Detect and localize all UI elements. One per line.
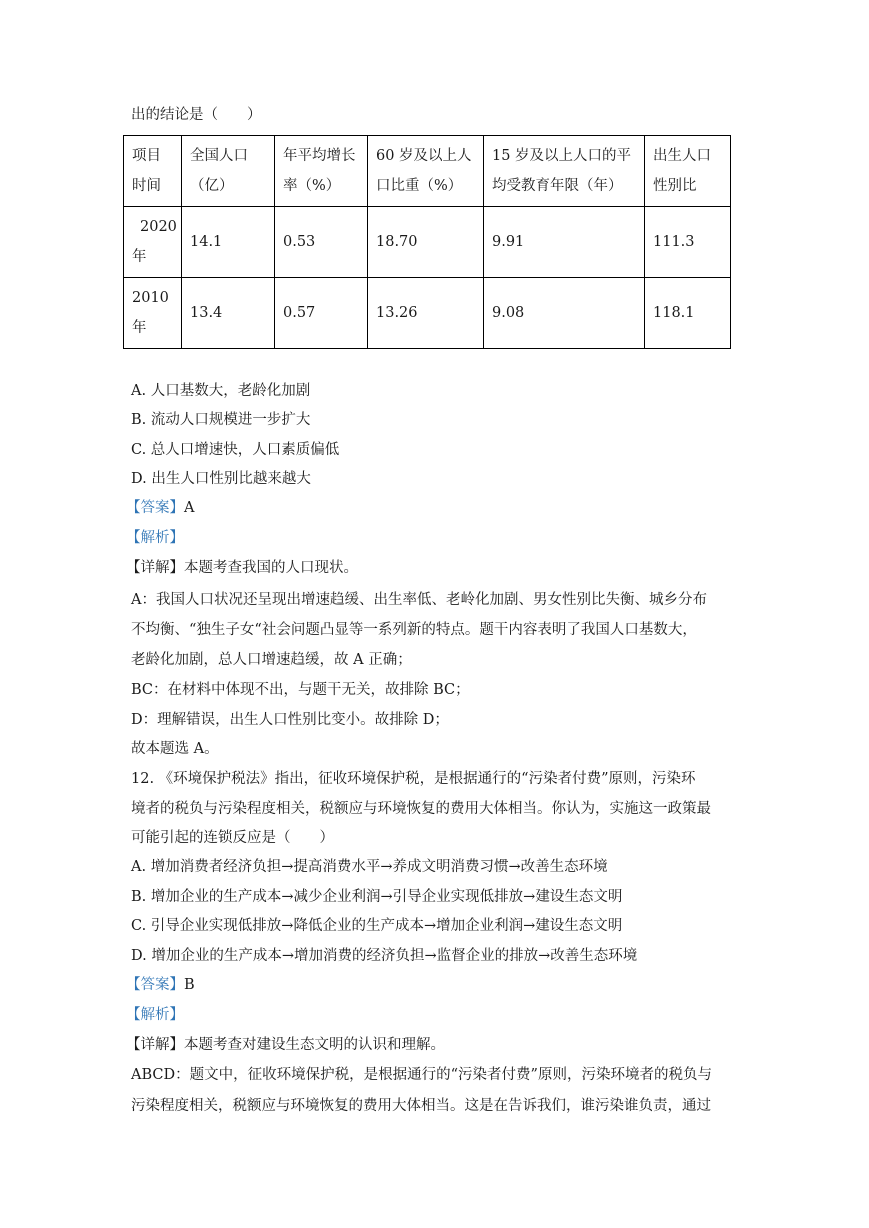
option-d: D. 出生人口性别比越来越大 (131, 471, 311, 487)
table-cell: 0.57 (275, 278, 368, 349)
table-header-cell: 出生人口 性别比 (645, 136, 731, 207)
explanation-line: D：理解错误，出生人口性别比变小。故排除 D； (131, 712, 449, 728)
question-intro: 出的结论是（ ） (131, 107, 262, 123)
detail-tag: 【详解】 (126, 1037, 184, 1053)
population-table (123, 135, 731, 349)
explanation-line: BC：在材料中体现不出，与题干无关，故排除 BC； (131, 682, 470, 698)
table-cell: 14.1 (182, 207, 275, 278)
table-cell: 9.91 (484, 207, 645, 278)
explanation-line: A：我国人口状况还呈现出增速趋缓、出生率低、老岭化加剧、男女性别比失衡、城乡分布 (131, 592, 707, 608)
answer-tag: 【答案】 (126, 977, 184, 993)
table-cell: 13.4 (182, 278, 275, 349)
table-year-cell: 2020 年 (124, 207, 182, 278)
table-row (124, 207, 731, 278)
table-header-row (124, 136, 731, 207)
answer-value: A (184, 500, 195, 516)
table-header-cell: 项目 时间 (124, 136, 182, 207)
detail-text: 本题考查我国的人口现状。 (184, 560, 358, 576)
question-stem-line: 12. 《环境保护税法》指出，征收环境保护税，是根据通行的“污染者付费”原则，污染环 (131, 771, 696, 787)
option-b: B. 流动人口规模进一步扩大 (131, 412, 311, 428)
table-header-cell: 年平均增长 率（%） (275, 136, 368, 207)
table-row (124, 278, 731, 349)
analysis-tag: 【解析】 (126, 530, 184, 546)
detail-line (126, 1035, 736, 1055)
option-a: A. 增加消费者经济负担→提高消费水平→养成文明消费习惯→改善生态环境 (131, 859, 608, 875)
explanation-line: 不均衡、“独生子女“社会问题凸显等一系列新的特点。题干内容表明了我国人口基数大， (131, 622, 697, 638)
explanation-line: 污染程度相关，税额应与环境恢复的费用大体相当。这是在告诉我们，谁污染谁负责，通过 (131, 1098, 711, 1114)
table-cell: 111.3 (645, 207, 731, 278)
table-header-cell: 60 岁及以上人 口比重（%） (368, 136, 484, 207)
detail-text: 本题考查对建设生态文明的认识和理解。 (184, 1037, 445, 1053)
explanation-line: 老龄化加剧，总人口增速趋缓，故 A 正确； (131, 652, 412, 668)
option-c: C. 引导企业实现低排放→降低企业的生产成本→增加企业利润→建设生态文明 (131, 918, 623, 934)
option-b: B. 增加企业的生产成本→减少企业利润→引导企业实现低排放→建设生态文明 (131, 889, 623, 905)
answer-tag: 【答案】 (126, 500, 184, 516)
table-header-cell: 15 岁及以上人口的平 均受教育年限（年） (484, 136, 645, 207)
table-header-cell: 全国人口 （亿） (182, 136, 275, 207)
explanation-line: 故本题选 A。 (131, 741, 219, 757)
table-cell: 118.1 (645, 278, 731, 349)
analysis-tag: 【解析】 (126, 1007, 184, 1023)
table-cell: 0.53 (275, 207, 368, 278)
option-d: D. 增加企业的生产成本→增加消费的经济负担→监督企业的排放→改善生态环境 (131, 948, 638, 964)
answer-line (126, 498, 736, 518)
answer-line (126, 975, 736, 995)
answer-value: B (184, 977, 195, 993)
table-year-cell: 2010 年 (124, 278, 182, 349)
explanation-line: ABCD：题文中，征收环境保护税，是根据通行的“污染者付费”原则，污染环境者的税负与 (131, 1067, 712, 1083)
detail-tag: 【详解】 (126, 560, 184, 576)
option-c: C. 总人口增速快，人口素质偏低 (131, 442, 340, 458)
table-cell: 9.08 (484, 278, 645, 349)
question-stem-line: 境者的税负与污染程度相关，税额应与环境恢复的费用大体相当。你认为，实施这一政策最 (131, 801, 711, 817)
detail-line (126, 558, 736, 578)
option-a: A. 人口基数大，老龄化加剧 (131, 383, 311, 399)
question-stem-line: 可能引起的连锁反应是（ ） (131, 830, 334, 846)
table-cell: 18.70 (368, 207, 484, 278)
table-cell: 13.26 (368, 278, 484, 349)
